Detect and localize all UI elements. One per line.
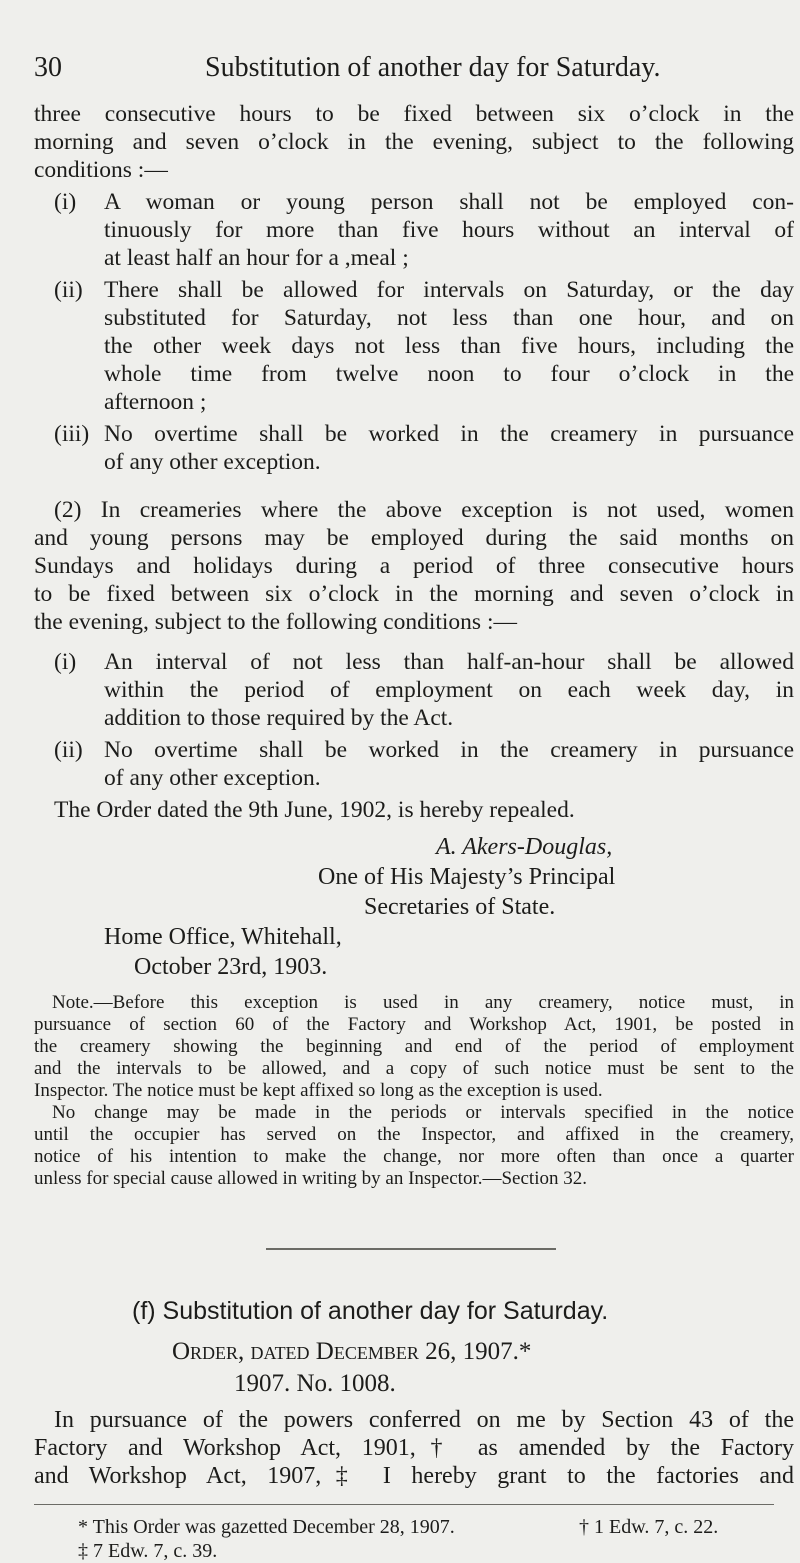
intro-paragraph xyxy=(34,100,794,184)
note-line: until the occupier has served on the Inspector, and affixed in the creamery, xyxy=(34,1124,794,1145)
note-line: and the intervals to be allowed, and a copy of such notice must be sent to the xyxy=(34,1058,794,1079)
condition-item xyxy=(34,276,794,416)
text-line: addition to those required by the Act. xyxy=(104,705,454,731)
note-block xyxy=(34,992,794,1190)
text-line: No overtime shall be worked in the creamery in pursuance xyxy=(104,737,794,763)
text-line: the evening, subject to the following conditions :— xyxy=(34,609,517,635)
date: October 23rd, 1903. xyxy=(134,954,328,980)
text-line: In pursuance of the powers conferred on me by Section 43 of the xyxy=(54,1406,794,1433)
text-line: There shall be allowed for intervals on Saturday, or the day xyxy=(104,277,794,303)
order-number: 1907. No. 1008. xyxy=(234,1369,396,1397)
text-line: at least half an hour for a ,meal ; xyxy=(104,245,409,271)
text-line: conditions :— xyxy=(34,157,168,183)
text-line: No overtime shall be worked in the creamery in pursuance xyxy=(104,421,794,447)
footnote: † 1 Edw. 7, c. 22. xyxy=(579,1516,719,1538)
condition-number: (iii) xyxy=(54,421,90,447)
text-line: three consecutive hours to be fixed between six o’clock in the xyxy=(34,101,794,127)
condition-item xyxy=(34,648,794,732)
text-line: An interval of not less than half-an-hour shall be allowed xyxy=(104,649,794,675)
section-heading: (f) Substitution of another day for Saturday. xyxy=(132,1296,609,1325)
signatory-title: Secretaries of State. xyxy=(364,894,556,920)
footnotes xyxy=(34,1515,794,1563)
place-date-block xyxy=(34,922,794,982)
order-paragraph xyxy=(34,1406,794,1490)
note-line: pursuance of section 60 of the Factory and Workshop Act, 1901, be posted in xyxy=(34,1014,794,1035)
text-line: and young persons may be employed during the said months on xyxy=(34,525,794,551)
note-line: Note.—Before this exception is used in any creamery, notice must, in xyxy=(52,992,794,1013)
condition-number: (i) xyxy=(54,649,77,675)
text-line: substituted for Saturday, not less than one hour, and on xyxy=(104,305,794,331)
text-line: afternoon ; xyxy=(104,389,207,415)
condition-item xyxy=(34,736,794,792)
text-line: of any other exception. xyxy=(104,765,321,791)
note-line: unless for special cause allowed in writing by an Inspector.—Section 32. xyxy=(34,1168,587,1189)
text-line: A woman or young person shall not be employed con- xyxy=(104,189,794,215)
running-title: Substitution of another day for Saturday. xyxy=(205,52,661,83)
text-line: of any other exception. xyxy=(104,449,321,475)
text-line: Sundays and holidays during a period of three consecutive hours xyxy=(34,553,794,579)
condition-item xyxy=(34,188,794,272)
text-line: within the period of employment on each week day, in xyxy=(104,677,794,703)
page-header xyxy=(0,52,800,92)
text-line: Factory and Workshop Act, 1901,† as amended by the Factory xyxy=(34,1434,794,1461)
text-line: tinuously for more than five hours without an interval of xyxy=(104,217,794,243)
condition-number: (ii) xyxy=(54,277,83,303)
condition-item xyxy=(34,420,794,476)
text-line: the other week days not less than five hours, including the xyxy=(104,333,794,359)
footnote: ‡ 7 Edw. 7, c. 39. xyxy=(78,1540,218,1562)
text-line: to be fixed between six o’clock in the morning and seven o’clock in xyxy=(34,581,794,607)
note-line: notice of his intention to make the change, nor more often than once a quarter xyxy=(34,1146,794,1167)
text-line: whole time from twelve noon to four o’clock in the xyxy=(104,361,794,387)
order-title: Order, dated December 26, 1907.* xyxy=(172,1337,532,1365)
paragraph-2 xyxy=(34,496,794,636)
signatory-name: A. Akers-Douglas, xyxy=(436,834,613,860)
signatory-title: One of His Majesty’s Principal xyxy=(318,864,616,890)
signature-block xyxy=(34,832,794,922)
text-line: (2) In creameries where the above exception is not used, women xyxy=(54,497,794,523)
note-line: No change may be made in the periods or intervals specified in the notice xyxy=(52,1102,794,1123)
footnote: * This Order was gazetted December 28, 1907. xyxy=(78,1516,455,1538)
note-line: Inspector. The notice must be kept affixed so long as the exception is used. xyxy=(34,1080,603,1101)
text-line: and Workshop Act, 1907,‡ I hereby grant to the factories and xyxy=(34,1462,794,1489)
condition-number: (i) xyxy=(54,189,77,215)
place: Home Office, Whitehall, xyxy=(104,924,342,950)
page-number: 30 xyxy=(34,52,62,83)
repeal-statement: The Order dated the 9th June, 1902, is hereby repealed. xyxy=(54,797,575,823)
note-line: the creamery showing the beginning and end of the period of employment xyxy=(34,1036,794,1057)
condition-number: (ii) xyxy=(54,737,83,763)
text-line: morning and seven o’clock in the evening, subject to the following xyxy=(34,129,794,155)
page-body xyxy=(34,100,794,1563)
